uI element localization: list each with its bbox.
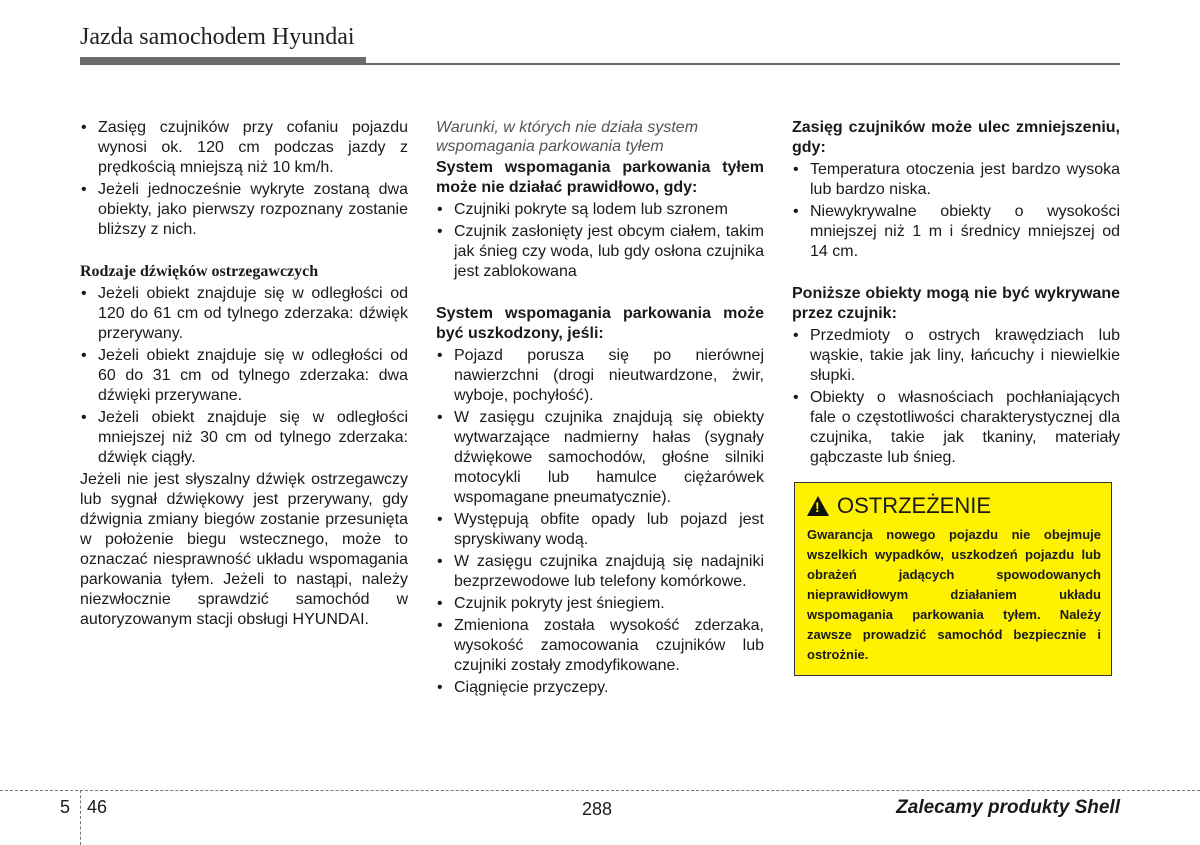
list-item: • Czujnik zasłonięty jest obcym ciałem, takim jak śnieg czy woda, lub gdy osłona czujnika jest zablokowana — [436, 222, 764, 282]
section-number: 5 — [60, 797, 71, 817]
list-item: • W zasięgu czujnika znajdują się obiekty wytwarzające nadmierny hałas (sygnały dźwiękowe samochodów, głośne silniki motocykli lub hamulce ciężarówek wspomagane pneumatycznie). — [436, 408, 764, 508]
list-item: • Obiekty o własnościach pochłaniających fale o częstotliwości charakterystycznej dla czujnika, takie jak tkaniny, materiały gąbczaste lub śnieg. — [792, 388, 1120, 468]
list-item: • Temperatura otoczenia jest bardzo wysoka lub bardzo niska. — [792, 160, 1120, 200]
subheading: System wspomagania parkowania tyłem może nie działać prawidłowo, gdy: — [436, 159, 764, 196]
list-item: • Czujniki pokryte są lodem lub szronem — [436, 200, 764, 220]
page-title: Jazda samochodem Hyundai — [80, 24, 355, 50]
list-item: • W zasięgu czujnika znajdują się nadajniki bezprzewodowe lub telefony komórkowe. — [436, 552, 764, 592]
list-item: • Jeżeli jednocześnie wykryte zostaną dwa obiekty, jako pierwszy rozpoznany zostanie bliższy z nich. — [80, 180, 408, 240]
list-item: • Jeżeli obiekt znajduje się w odległości od 120 do 61 cm od tylnego zderzaka: dźwięk przerywany. — [80, 284, 408, 344]
list-item: • Jeżeli obiekt znajduje się w odległości mniejszej niż 30 cm od tylnego zderzaka: dźwięk ciągły. — [80, 408, 408, 468]
list-item: • Zasięg czujników przy cofaniu pojazdu wynosi ok. 120 cm podczas jazdy z prędkością mniejszą niż 10 km/h. — [80, 118, 408, 178]
column-3 — [792, 118, 1120, 676]
footer-divider — [0, 790, 1200, 791]
sound-list — [80, 284, 408, 468]
list-item: • Ciągnięcie przyczepy. — [436, 678, 764, 698]
warning-text: Gwarancja nowego pojazdu nie obejmuje wszelkich wypadków, uszkodzeń pojazdu lub obrażeń jadących spowodowanych nieprawidłowym działaniem układu wspomagania parkowania tyłem. Należy zawsze prowadzić samochód bezpiecznie i ostrożnie. — [807, 527, 1101, 662]
list-item: • Niewykrywalne obiekty o wysokości mniejszej niż 1 m i średnicy mniejszej od 14 cm. — [792, 202, 1120, 262]
list-item: • Jeżeli obiekt znajduje się w odległości od 60 do 31 cm od tylnego zderzaka: dwa dźwięki przerywane. — [80, 346, 408, 406]
damage-list — [436, 346, 764, 698]
list-item: • Przedmioty o ostrych krawędziach lub wąskie, takie jak liny, łańcuchy i niewielkie słupki. — [792, 326, 1120, 386]
warning-box — [794, 482, 1112, 676]
list-item: • Czujnik pokryty jest śniegiem. — [436, 594, 764, 614]
undetectable-list — [792, 326, 1120, 468]
footer-vertical-divider — [80, 790, 81, 845]
list-item: • Pojazd porusza się po nierównej nawierzchni (drogi nieutwardzone, żwir, wyboje, pochyłość). — [436, 346, 764, 406]
warning-triangle-icon — [807, 496, 829, 516]
list-item: • Zmieniona została wysokość zderzaka, wysokość zamocowania czujników lub czujniki zostały zmodyfikowane. — [436, 616, 764, 676]
chapter-page-number: 46 — [87, 797, 108, 817]
paragraph: Jeżeli nie jest słyszalny dźwięk ostrzegawczy lub sygnał dźwiękowy jest przerywany, gdy dźwignia zmiany biegów zostanie przesunięta w położenie biegu wstecznego, może to oznaczać niesprawność układu wspomagania parkowania tyłem. Jeżeli to nastąpi, należy niezwłocznie sprawdzić samochód w autoryzowanym stacji obsługi HYUNDAI. — [80, 471, 408, 628]
section-heading: Warunki, w których nie działa system wspomagania parkowania tyłem — [436, 119, 699, 155]
section-heading: Rodzaje dźwięków ostrzegawczych — [80, 263, 319, 280]
column-1 — [80, 118, 408, 630]
warning-title: OSTRZEŻENIE — [837, 493, 992, 518]
header-rule-thin — [366, 63, 1120, 65]
column-2 — [436, 118, 764, 700]
page-number: 288 — [582, 799, 613, 819]
header-rule-thick — [80, 57, 366, 65]
malfunction-list — [436, 200, 764, 282]
subheading: Zasięg czujników może ulec zmniejszeniu, gdy: — [792, 119, 1120, 156]
range-list — [80, 118, 408, 240]
list-item: • Występują obfite opady lub pojazd jest spryskiwany wodą. — [436, 510, 764, 550]
reduced-range-list — [792, 160, 1120, 262]
footer-slogan: Zalecamy produkty Shell — [896, 797, 1120, 818]
subheading: System wspomagania parkowania może być uszkodzony, jeśli: — [436, 305, 764, 342]
subheading: Poniższe obiekty mogą nie być wykrywane przez czujnik: — [792, 285, 1120, 322]
warning-title-row — [807, 493, 1101, 519]
